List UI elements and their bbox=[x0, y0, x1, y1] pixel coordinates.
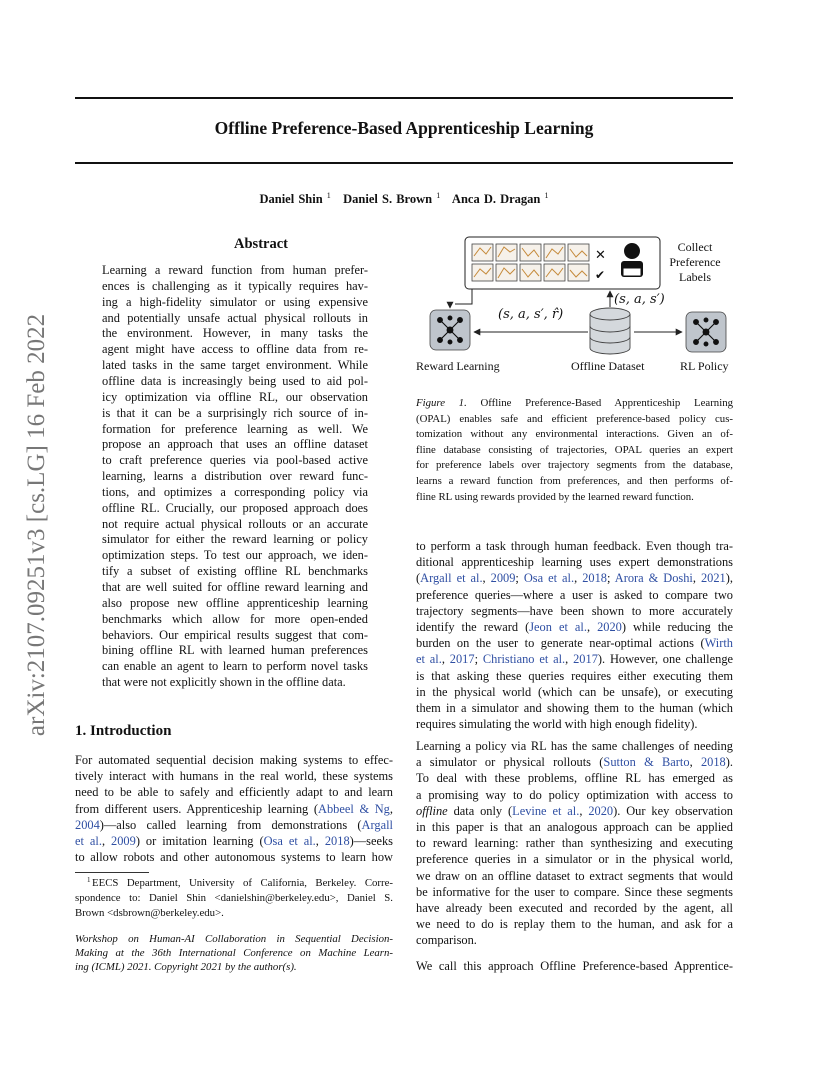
text-span: trajectory segments—have been shown to more accurately bbox=[416, 603, 733, 618]
caption-line bbox=[416, 458, 733, 474]
text-span: identify the reward ( bbox=[416, 620, 530, 634]
text-span: propose an approach that uses an offline dataset bbox=[102, 437, 368, 452]
text-span: behaviors. Our empirical results suggest that com- bbox=[102, 627, 368, 642]
citation-link[interactable]: Argall bbox=[361, 817, 393, 832]
offline-dataset-label: Offline Dataset bbox=[571, 359, 645, 373]
text-span: a simulator or physical rollouts ( bbox=[416, 755, 604, 770]
text-span: , bbox=[389, 801, 393, 816]
abstract-line bbox=[102, 468, 368, 484]
text-span: offline bbox=[416, 803, 448, 818]
text-span: ing (ICML) 2021. Copyright 2021 by the author(s). bbox=[75, 961, 297, 974]
text-span: that were not explicitly shown in the offline data. bbox=[102, 675, 346, 690]
citation-link[interactable]: 2004 bbox=[75, 817, 100, 832]
text-span: comparison. bbox=[416, 933, 477, 948]
text-span: them in a simulator and showing them to the human (which bbox=[416, 701, 733, 715]
text-span: agent might have access to offline data from re- bbox=[102, 342, 368, 357]
abstract-line bbox=[102, 642, 368, 658]
paragraph-line bbox=[416, 803, 733, 819]
text-span: the environment. However, in many tasks the bbox=[102, 326, 368, 341]
workshop-line bbox=[75, 960, 393, 974]
text-span: Offline Preference-Based Apprenticeship Learning bbox=[466, 397, 733, 409]
top-rule bbox=[75, 97, 733, 99]
text-span: have already been executed and recorded by the agent, all bbox=[416, 901, 733, 915]
arxiv-identifier: arXiv:2107.09251v3 [cs.LG] 16 Feb 2022 bbox=[23, 313, 50, 737]
text-span: in this paper is that an analogous approach can be applied bbox=[416, 820, 733, 834]
text-span: burden on the user to generate near-optimal actions ( bbox=[416, 636, 705, 651]
text-span: To deal with these problems, offline RL has emerged as bbox=[416, 771, 733, 786]
abstract-line bbox=[102, 405, 368, 421]
caption-line bbox=[416, 443, 733, 459]
paragraph-line bbox=[416, 700, 733, 716]
text-span: ; bbox=[606, 571, 615, 586]
text-span: in the physical world (which can be unsafe), or executing bbox=[416, 684, 733, 699]
text-span: need to be able to safely and efficiently adapt to and learn bbox=[75, 785, 393, 800]
text-span: requires simulating the world with high enough fidelity). bbox=[416, 717, 698, 732]
text-span: we need to do is replay them to the human, and ask for a bbox=[416, 917, 733, 932]
text-span: to craft preference queries via pool-based active bbox=[102, 453, 368, 468]
tuple-with-reward: (s, a, s′, r̂) bbox=[498, 307, 564, 322]
paragraph-line bbox=[416, 770, 733, 786]
text-span: learns a reward function from preferences, and then performs of- bbox=[416, 475, 733, 487]
citation-link[interactable]: Osa et al. bbox=[523, 571, 575, 586]
text-span: ; bbox=[474, 652, 483, 667]
paper-title: Offline Preference-Based Apprenticeship Learning bbox=[214, 118, 594, 138]
citation-link[interactable]: Arora & Doshi bbox=[614, 571, 693, 586]
text-span: to allow robots and other autonomous systems to learn how bbox=[75, 850, 393, 865]
text-span: preference queries—where a user is asked to compare two bbox=[416, 587, 733, 602]
workshop-line bbox=[75, 932, 393, 946]
text-span: learning, learns a distribution over reward func- bbox=[102, 469, 368, 484]
abstract-line bbox=[102, 595, 368, 611]
text-span: Workshop on Human-AI Collaboration in Sequential Decision- bbox=[75, 933, 393, 945]
abstract-line bbox=[102, 373, 368, 389]
citation-link[interactable]: 2021 bbox=[700, 571, 726, 586]
text-span: fline database consisting of trajectories, OPAL queries an expert bbox=[416, 443, 733, 456]
citation-link[interactable]: 2009 bbox=[490, 571, 516, 586]
text-span: (OPAL) enables safe and efficient preference-based policy cus- bbox=[416, 412, 733, 425]
text-span: is that asking these queries requires either executing them bbox=[416, 668, 733, 683]
citation-link[interactable]: 2020 bbox=[588, 803, 614, 818]
caption-line bbox=[416, 412, 733, 428]
text-span: ditional apprenticeship learning uses expert demonstrations bbox=[416, 555, 733, 570]
text-span: , bbox=[441, 652, 450, 667]
paragraph-line bbox=[416, 554, 733, 570]
workshop-line bbox=[75, 946, 393, 960]
text-span: to perform a task through human feedback. Even though tra- bbox=[416, 539, 733, 553]
citation-link[interactable]: Wirth bbox=[704, 636, 733, 651]
text-span: , bbox=[482, 571, 491, 586]
citation-link[interactable]: 2018 bbox=[582, 571, 607, 586]
abstract-line bbox=[102, 658, 368, 674]
paragraph-line bbox=[416, 754, 733, 770]
caption-line bbox=[416, 490, 733, 506]
text-span: formation for preference learning as well. We bbox=[102, 421, 368, 436]
text-span: tify a subset of existing offline RL benchmarks bbox=[102, 564, 368, 579]
text-span: is that it can be a surprisingly rich source of in- bbox=[102, 405, 368, 420]
paragraph-line bbox=[416, 538, 733, 554]
text-span: )—seeks bbox=[349, 834, 393, 848]
text-span: ). bbox=[725, 755, 733, 770]
citation-link[interactable]: 2020 bbox=[597, 620, 622, 634]
caption-line bbox=[416, 474, 733, 490]
text-span: ), bbox=[725, 571, 733, 586]
abstract-line bbox=[102, 310, 368, 326]
author-name: Anca D. Dragan bbox=[451, 192, 541, 207]
abstract-line bbox=[102, 452, 368, 468]
intro-line bbox=[75, 784, 393, 800]
text-span: , bbox=[692, 571, 701, 586]
text-span: fline RL using rewards provided by the learned reward function. bbox=[416, 490, 694, 503]
citation-link[interactable]: 2018 bbox=[700, 755, 726, 770]
text-span: data only ( bbox=[447, 803, 513, 818]
paragraph-line bbox=[416, 900, 733, 916]
paragraph-line bbox=[416, 835, 733, 851]
citation-link[interactable]: Jeon et al. bbox=[529, 620, 587, 634]
text-span: for preference labels over trajectory segments from the database, bbox=[416, 459, 733, 472]
text-span: Learning a reward function from human prefer- bbox=[102, 263, 368, 277]
text-span: preference queries in a simulator or in the physical world, bbox=[416, 852, 733, 867]
text-span: and potentially unsafe actual physical rollouts in bbox=[102, 310, 368, 325]
text-span: also propose new offline apprenticeship learning bbox=[102, 595, 368, 610]
text-span: For automated sequential decision making systems to effec- bbox=[75, 753, 393, 767]
text-span: to reward learning: rather than synthesizing and executing bbox=[416, 836, 733, 851]
text-span: benchmarks which allow for more open-ended bbox=[102, 611, 368, 626]
citation-link[interactable]: et al. bbox=[416, 652, 442, 667]
text-span: , bbox=[565, 652, 574, 667]
text-span: Making at the 36th International Conference on Machine Learn- bbox=[75, 947, 393, 960]
text-span: tions, and optimizes a corresponding policy via bbox=[102, 484, 368, 499]
text-span: ). However, one challenge bbox=[597, 652, 734, 667]
text-span: offline RL. Crucially, our proposed approach does bbox=[102, 500, 368, 515]
abstract-line bbox=[102, 611, 368, 627]
text-span: lated tasks in the same target environment. While bbox=[102, 358, 368, 373]
intro-line bbox=[75, 833, 393, 849]
citation-link[interactable]: 2017 bbox=[573, 652, 598, 667]
paragraph-line bbox=[416, 916, 733, 932]
paragraph-line bbox=[416, 668, 733, 684]
abstract-line bbox=[102, 325, 368, 341]
section-heading-introduction: 1. Introduction bbox=[75, 723, 172, 739]
text-span: not require actual physical rollouts or an accurate bbox=[102, 516, 368, 531]
abstract-line bbox=[102, 389, 368, 405]
abstract-line bbox=[102, 516, 368, 532]
paragraph-line bbox=[416, 570, 733, 586]
text-span: ( bbox=[416, 571, 421, 586]
citation-link[interactable]: 2018 bbox=[324, 834, 350, 848]
abstract-line bbox=[102, 436, 368, 452]
paragraph-line bbox=[416, 819, 733, 835]
text-span: )—also called learning from demonstrations ( bbox=[99, 817, 362, 832]
paragraph-line bbox=[416, 619, 733, 635]
intro-line bbox=[75, 849, 393, 865]
text-span: can enable an agent to learn to perform novel tasks bbox=[102, 659, 368, 674]
trajectory-thumbnails-top bbox=[472, 244, 589, 261]
text-span: , bbox=[574, 571, 583, 586]
abstract-line bbox=[102, 421, 368, 437]
paragraph-line bbox=[416, 851, 733, 867]
affiliation-mark: 1 bbox=[436, 191, 441, 200]
rl-policy-label: RL Policy bbox=[680, 359, 729, 373]
caption-line bbox=[416, 396, 733, 412]
arrow-to-reward-learning bbox=[455, 289, 472, 304]
citation-link[interactable]: Levine et al. bbox=[512, 803, 580, 818]
offline-dataset-icon bbox=[590, 308, 630, 354]
text-span: Learning a policy via RL has the same challenges of needing bbox=[416, 739, 733, 753]
footnote-mark: 1 bbox=[87, 876, 91, 884]
reward-learning-label: Reward Learning bbox=[416, 359, 500, 373]
text-span: tomization without any environmental interactions. Given an of- bbox=[416, 428, 733, 441]
text-span: bining offline RL with learned human preferences bbox=[102, 643, 368, 658]
text-span: simulator for either the reward learning or policy bbox=[102, 532, 368, 547]
author-name: Daniel S. Brown bbox=[343, 192, 433, 207]
text-span: We call this approach Offline Preference-based Apprentice- bbox=[416, 959, 733, 973]
author-name: Daniel Shin bbox=[259, 192, 323, 207]
paragraph-line bbox=[416, 684, 733, 700]
intro-line bbox=[75, 752, 393, 768]
paragraph-line bbox=[416, 868, 733, 884]
text-span: , bbox=[579, 803, 589, 818]
text-span: , bbox=[586, 620, 598, 634]
text-span: be informative for the user to compare. Since these segments bbox=[416, 884, 733, 899]
text-span: ing a high-fidelity simulator or using expensive bbox=[102, 294, 368, 309]
paragraph-line bbox=[416, 787, 733, 803]
paragraph-line bbox=[416, 738, 733, 754]
footnote-line: Brown <dsbrown@berkeley.edu>. bbox=[75, 907, 224, 919]
intro-line bbox=[75, 801, 393, 817]
author-list bbox=[75, 191, 733, 207]
abstract-line bbox=[102, 500, 368, 516]
text-span: ences is challenging as it typically requires hav- bbox=[102, 278, 368, 293]
abstract-line bbox=[102, 357, 368, 373]
text-span: , bbox=[101, 834, 112, 848]
text-span: we draw on an offline dataset to extract segments that would bbox=[416, 868, 733, 883]
citation-link[interactable]: Argall et al. bbox=[420, 571, 483, 586]
trajectory-thumbnails-bottom bbox=[472, 264, 589, 281]
text-span: , bbox=[315, 834, 325, 848]
accept-mark: ✔ bbox=[595, 268, 606, 282]
affiliation-mark: 1 bbox=[544, 191, 549, 200]
abstract-line bbox=[102, 341, 368, 357]
text-span: a promising way to do policy optimization with access to bbox=[416, 787, 733, 802]
text-span: optimization steps. To test our approach, we iden- bbox=[102, 548, 368, 563]
paragraph-line bbox=[416, 635, 733, 651]
collect-labels-text: Collect Preference Labels bbox=[669, 240, 721, 284]
paragraph-line bbox=[416, 603, 733, 619]
abstract-line bbox=[102, 262, 368, 278]
citation-link[interactable]: Osa et al. bbox=[263, 834, 316, 848]
caption-line bbox=[416, 427, 733, 443]
paragraph-line bbox=[416, 958, 733, 974]
text-span: that are well suited for offline reward learning and bbox=[102, 580, 368, 594]
abstract-line bbox=[102, 278, 368, 294]
abstract-line bbox=[102, 531, 368, 547]
paragraph-line bbox=[416, 884, 733, 900]
footnote-line: spondence to: Daniel Shin <danielshin@berkeley.edu>, Daniel S. bbox=[75, 892, 393, 904]
text-span: icy optimization via offline RL, our observation bbox=[102, 389, 368, 404]
text-span: ). Our key observation bbox=[613, 803, 733, 818]
paragraph-line bbox=[416, 716, 733, 732]
human-expert-icon bbox=[621, 243, 643, 277]
text-span: offline data is increasingly being used to aid pol- bbox=[102, 373, 368, 388]
abstract-line bbox=[102, 563, 368, 579]
paragraph-line bbox=[416, 651, 733, 667]
abstract-line bbox=[102, 627, 368, 643]
paragraph-line bbox=[416, 932, 733, 948]
text-span: tively interact with humans in the real world, these systems bbox=[75, 769, 393, 784]
citation-link[interactable]: et al. bbox=[75, 834, 102, 848]
abstract-line bbox=[102, 484, 368, 500]
title-bottom-rule bbox=[75, 162, 733, 164]
abstract-line bbox=[102, 579, 368, 595]
text-span: Figure 1. bbox=[416, 397, 467, 409]
citation-link[interactable]: Sutton & Barto bbox=[603, 755, 690, 770]
intro-line bbox=[75, 768, 393, 784]
paragraph-line bbox=[416, 587, 733, 603]
text-span: ) while reducing the bbox=[621, 620, 734, 634]
affiliation-mark: 1 bbox=[326, 191, 331, 200]
text-span: , bbox=[689, 755, 701, 770]
citation-link[interactable]: 2017 bbox=[449, 652, 475, 667]
abstract-line bbox=[102, 294, 368, 310]
text-span: ; bbox=[515, 571, 524, 586]
footnote-line: 1 EECS Department, University of California, Berkeley. Corre- bbox=[92, 876, 393, 890]
intro-line bbox=[75, 817, 393, 833]
citation-link[interactable]: Abbeel & Ng bbox=[318, 801, 390, 816]
citation-link[interactable]: 2009 bbox=[111, 834, 136, 848]
reject-mark: ✕ bbox=[595, 248, 606, 263]
tuple-state-action: (s, a, s′) bbox=[614, 292, 665, 307]
abstract-heading: Abstract bbox=[234, 236, 288, 252]
citation-link[interactable]: Christiano et al. bbox=[482, 652, 566, 667]
text-span: ) or imitation learning ( bbox=[135, 834, 264, 848]
abstract-line bbox=[102, 547, 368, 563]
abstract-line bbox=[102, 674, 368, 690]
text-span: from different users. Apprenticeship learning ( bbox=[75, 801, 319, 816]
